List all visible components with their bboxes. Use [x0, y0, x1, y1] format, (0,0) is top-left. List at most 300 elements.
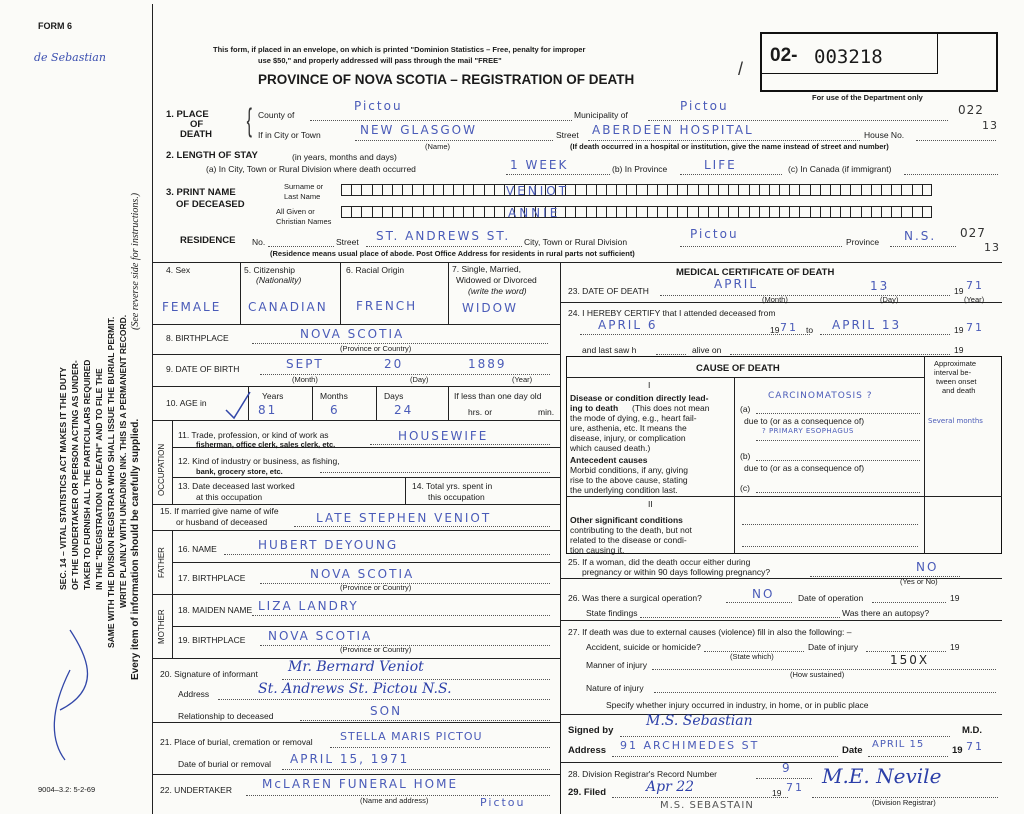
interval-label-3: tween onset: [936, 377, 977, 386]
stay-sub: (in years, months and days): [292, 152, 397, 162]
letter-box: [850, 206, 860, 218]
letter-box: [749, 206, 759, 218]
cause-a-value: CARCINOMATOSIS ?: [768, 391, 873, 401]
form-id: FORM 6: [38, 21, 73, 31]
antecedent-label-3: rise to the above cause, stating: [570, 475, 688, 485]
filed-value: Apr 22: [646, 779, 695, 795]
letter-box: [759, 184, 769, 196]
md-label: M.D.: [962, 725, 983, 736]
op-date-label: Date of operation: [798, 593, 864, 603]
age-days: 24: [394, 403, 414, 417]
letter-box: [372, 206, 382, 218]
dob-month: SEPT: [286, 357, 324, 371]
check-mark: /: [738, 59, 744, 79]
letter-box: [759, 206, 769, 218]
burial-label: 21. Place of burial, cremation or removal: [160, 737, 313, 747]
side-text-6: WRITE PLAINLY WITH UNFADING INK. THIS IS A PERMANENT RECORD.: [118, 314, 128, 608]
letter-box: [463, 184, 473, 196]
occ-11-label-b: fisherman, office clerk, sales clerk, etc.: [196, 440, 336, 449]
letter-box: [789, 184, 799, 196]
letter-box: [820, 206, 830, 218]
municipality-value: Pictou: [680, 99, 729, 113]
mother-bp-label: 19. BIRTHPLACE: [178, 635, 246, 645]
occ-11-label-a: 11. Trade, profession, or kind of work as: [178, 430, 329, 440]
street-value: ABERDEEN HOSPITAL: [592, 123, 754, 137]
occupation-side-label: OCCUPATION: [157, 443, 166, 496]
letter-box: [667, 184, 677, 196]
letter-box: [922, 184, 932, 196]
letter-box: [616, 184, 626, 196]
direct-label-4: ure, asthenia, etc. It means the: [570, 423, 687, 433]
op-year-prefix: 19: [950, 593, 960, 603]
letter-box: [412, 184, 422, 196]
letter-box: [341, 184, 351, 196]
city-name-label: (Name): [425, 142, 451, 151]
letter-box: [484, 184, 494, 196]
letter-box: [626, 184, 636, 196]
marital-label-2: Widowed or Divorced: [456, 275, 537, 285]
residence-province-label: Province: [846, 237, 880, 247]
residence-province-value: N.S.: [904, 229, 937, 243]
birthplace-value: NOVA SCOTIA: [300, 327, 405, 341]
residence-label: RESIDENCE: [180, 235, 236, 246]
spouse-label-1: 15. If married give name of wife: [160, 506, 279, 516]
citizenship-label: 5. Citizenship: [244, 265, 296, 275]
cert-year: 71: [966, 740, 984, 753]
letter-box: [820, 184, 830, 196]
surname-label-2: Last Name: [284, 192, 321, 201]
pregnancy-sub: (Yes or No): [900, 577, 938, 586]
external-label: 27. If death was due to external causes (violence) fill in also the following: –: [568, 627, 852, 637]
place-label-1: 1. PLACE: [166, 109, 209, 120]
father-bp-sub: (Province or Country): [340, 583, 412, 592]
cert-date-label: Date: [842, 745, 863, 756]
letter-box: [494, 184, 504, 196]
letter-box: [606, 184, 616, 196]
father-name-label: 16. NAME: [178, 544, 217, 554]
residence-division-label: City, Town or Rural Division: [524, 237, 628, 247]
cause-due-a-value: ? PRIMARY ESOPHAGUS: [762, 427, 854, 435]
letter-box: [738, 206, 748, 218]
direct-label-5: disease, injury, or complication: [570, 433, 686, 443]
letter-box: [636, 184, 646, 196]
letter-box: [789, 206, 799, 218]
attend-from-year-prefix: 19: [770, 325, 780, 335]
letter-box: [484, 206, 494, 218]
letter-box: [850, 184, 860, 196]
pregnancy-label-1: 25. If a woman, did the death occur either during: [568, 557, 751, 567]
attend-to-label: to: [806, 325, 814, 335]
registration-number: 003218: [814, 46, 883, 68]
antecedent-label-4: the underlying condition last.: [570, 485, 678, 495]
direct-label-2b: (This does not mean: [632, 403, 710, 413]
surname-boxes: [341, 184, 932, 196]
letter-box: [575, 206, 585, 218]
occ-12-label-b: bank, grocery store, etc.: [196, 467, 283, 476]
citizenship-sub: (Nationality): [256, 275, 302, 285]
registrar-label: (Division Registrar): [872, 798, 936, 807]
dod-month-label: (Month): [762, 295, 788, 304]
letter-box: [881, 206, 891, 218]
letter-box: [361, 206, 371, 218]
instruction-line-1: This form, if placed in an envelope, on which is printed "Dominion Statistics – Free, penalty for improper: [213, 45, 586, 54]
letter-box: [891, 206, 901, 218]
dod-day-label: (Day): [880, 295, 899, 304]
marital-value: WIDOW: [462, 301, 518, 315]
side-text-8: (See reverse side for instructions.): [130, 192, 141, 330]
sex-label: 4. Sex: [166, 265, 191, 275]
father-side-label: FATHER: [157, 547, 166, 578]
letter-box: [586, 206, 596, 218]
address-value: 91 ARCHIMEDES ST: [620, 739, 760, 752]
letter-box: [861, 184, 871, 196]
mother-name-label: 18. MAIDEN NAME: [178, 605, 253, 615]
age-check-mark: [224, 390, 254, 420]
informant-addr-label: Address: [178, 689, 210, 699]
undertaker-label: 22. UNDERTAKER: [160, 785, 232, 795]
injury-year-prefix: 19: [950, 642, 960, 652]
autopsy-label: Was there an autopsy?: [842, 608, 930, 618]
county-label: County of: [258, 110, 295, 120]
letter-box: [728, 206, 738, 218]
surgery-label: 26. Was there a surgical operation?: [568, 593, 702, 603]
dod-month: APRIL: [714, 277, 759, 291]
dob-year: 1889: [468, 357, 507, 371]
brace-1: {: [246, 102, 253, 138]
cause-a-label: (a): [740, 404, 751, 414]
signed-value: M.S. Sebastian: [646, 713, 753, 729]
surname-value: VENIOT: [506, 184, 570, 198]
pen-scribble: [30, 620, 110, 770]
letter-box: [423, 184, 433, 196]
letter-box: [718, 206, 728, 218]
mother-bp-sub: (Province or Country): [340, 645, 412, 654]
age-years: 81: [258, 403, 278, 417]
letter-box: [840, 184, 850, 196]
mother-side-label: MOTHER: [157, 609, 166, 644]
other-label-1: Other significant conditions: [570, 515, 683, 525]
age-years-label: Years: [262, 391, 284, 401]
letter-box: [596, 184, 606, 196]
dod-label: 23. DATE OF DEATH: [568, 286, 649, 296]
racial-value: FRENCH: [356, 299, 418, 313]
injury-date-label: Date of injury: [808, 642, 859, 652]
residence-division-value: Pictou: [690, 227, 739, 241]
letter-box: [708, 206, 718, 218]
letter-box: [799, 184, 809, 196]
registration-prefix: 02-: [770, 45, 798, 66]
letter-box: [575, 184, 585, 196]
letter-box: [443, 184, 453, 196]
stay-a-label: (a) In City, Town or Rural Division where death occurred: [206, 164, 416, 174]
interval-label-1: Approximate: [934, 359, 977, 368]
instruction-line-2: use $50," and properly addressed will pass through the mail "FREE": [258, 56, 502, 65]
letter-box: [647, 206, 657, 218]
letter-box: [433, 184, 443, 196]
dod-year: 71: [966, 279, 984, 292]
attend-to-year-prefix: 19: [954, 325, 964, 335]
mother-bp-value: NOVA SCOTIA: [268, 629, 373, 643]
letter-box: [830, 184, 840, 196]
interval-label-4: and death: [942, 386, 976, 395]
residence-street-label: Street: [336, 237, 359, 247]
letter-box: [402, 206, 412, 218]
code-2: 027: [960, 226, 986, 240]
letter-box: [473, 206, 483, 218]
letter-box: [901, 184, 911, 196]
side-text-1: SEC. 14 – VITAL STATISTICS ACT MAKES IT THE DUTY: [58, 367, 68, 590]
letter-box: [423, 206, 433, 218]
record-number-label: 28. Division Registrar's Record Number: [568, 769, 718, 779]
hospital-note: (If death occurred in a hospital or institution, give the name instead of street and number): [570, 142, 889, 151]
letter-box: [698, 184, 708, 196]
letter-box: [891, 184, 901, 196]
code-1b: 13: [982, 119, 998, 132]
footer-code: 9004–3.2: 5-2-69: [38, 785, 96, 794]
letter-box: [351, 206, 361, 218]
letter-box: [412, 206, 422, 218]
filed-label: 29. Filed: [568, 787, 607, 798]
given-label-1: All Given or: [276, 207, 315, 216]
cause-due-label-2: due to (or as a consequence of): [744, 463, 865, 473]
letter-box: [779, 206, 789, 218]
code-1: 022: [958, 103, 984, 117]
age-lt-label: If less than one day old: [454, 391, 542, 401]
cod-title: CAUSE OF DEATH: [696, 363, 780, 374]
letter-box: [392, 184, 402, 196]
informant-rel-label: Relationship to deceased: [178, 711, 274, 721]
surname-label-1: Surname or: [284, 182, 324, 191]
cause-c-label: (c): [740, 483, 750, 493]
letter-box: [881, 184, 891, 196]
residence-street-value: ST. ANDREWS ST.: [376, 229, 511, 243]
letter-box: [901, 206, 911, 218]
letter-box: [626, 206, 636, 218]
letter-box: [606, 206, 616, 218]
burial-date-label: Date of burial or removal: [178, 759, 272, 769]
occ-13-label-a: 13. Date deceased last worked: [178, 481, 295, 491]
cert-date-value: APRIL 15: [872, 739, 925, 750]
informant-addr-value: St. Andrews St. Pictou N.S.: [258, 681, 452, 697]
signed-label: Signed by: [568, 725, 614, 736]
how-sustained-label: (How sustained): [790, 670, 845, 679]
letter-box: [810, 206, 820, 218]
age-hrs-label: hrs. or: [468, 407, 493, 417]
letter-box: [392, 206, 402, 218]
letter-box: [453, 206, 463, 218]
birthplace-sub: (Province or Country): [340, 344, 412, 353]
dod-year-label: (Year): [964, 295, 985, 304]
antecedent-label-2: Morbid conditions, if any, giving: [570, 465, 688, 475]
letter-box: [677, 184, 687, 196]
father-bp-label: 17. BIRTHPLACE: [178, 573, 246, 583]
letter-box: [361, 184, 371, 196]
cause-b-label: (b): [740, 451, 751, 461]
letter-box: [667, 206, 677, 218]
letter-box: [698, 206, 708, 218]
letter-box: [922, 206, 932, 218]
street-label: Street: [556, 130, 579, 140]
direct-label-6: which caused death.): [570, 443, 651, 453]
residence-note: (Residence means usual place of abode. Post Office Address for residents in rural parts not sufficient): [270, 249, 635, 258]
occ-14-label-a: 14. Total yrs. spent in: [412, 481, 493, 491]
surgery-value: NO: [752, 587, 775, 601]
city-value: NEW GLASGOW: [360, 123, 477, 137]
letter-box: [861, 206, 871, 218]
attend-to-year: 71: [966, 321, 984, 334]
letter-box: [443, 206, 453, 218]
spouse-label-2: or husband of deceased: [176, 517, 268, 527]
letter-box: [372, 184, 382, 196]
side-text-3: TAKER TO FURNISH ALL THE PARTICULARS REQUIRED: [82, 359, 92, 590]
dob-month-label: (Month): [292, 375, 318, 384]
letter-box: [799, 206, 809, 218]
manner-label: Manner of injury: [586, 660, 647, 670]
other-label-2: contributing to the death, but not: [570, 525, 692, 535]
county-value: Pictou: [354, 99, 403, 113]
place-label-3: DEATH: [180, 129, 213, 140]
occ-11-value: HOUSEWIFE: [398, 429, 489, 443]
interval-a-value: Several months: [928, 417, 983, 425]
margin-note: de Sebastian: [34, 51, 106, 64]
state-which-label: (State which): [730, 652, 774, 661]
occ-14-label-b: this occupation: [428, 492, 485, 502]
spouse-value: LATE STEPHEN VENIOT: [316, 511, 492, 525]
nature-label: Nature of injury: [586, 683, 644, 693]
antecedent-label-1: Antecedent causes: [570, 455, 648, 465]
direct-label-1: Disease or condition directly lead-: [570, 393, 709, 403]
letter-box: [830, 206, 840, 218]
letter-box: [596, 206, 606, 218]
occ-13-label-b: at this occupation: [196, 492, 263, 502]
cert-year-prefix: 19: [952, 745, 963, 756]
letter-box: [433, 206, 443, 218]
last-saw-label-1: and last saw h: [582, 345, 637, 355]
name-label-1: 3. PRINT NAME: [166, 187, 236, 198]
sex-value: FEMALE: [162, 300, 222, 314]
stay-a-value: 1 WEEK: [510, 158, 569, 172]
given-label-2: Christian Names: [276, 217, 332, 226]
dod-day: 13: [870, 279, 890, 293]
letter-box: [382, 184, 392, 196]
address-label: Address: [568, 745, 607, 756]
last-saw-year-prefix: 19: [954, 345, 964, 355]
last-saw-label-2: alive on: [692, 345, 722, 355]
father-name-value: HUBERT DEYOUNG: [258, 538, 399, 552]
given-boxes: [341, 206, 932, 218]
letter-box: [687, 184, 697, 196]
undertaker-value: McLAREN FUNERAL HOME: [262, 777, 459, 791]
letter-box: [565, 206, 575, 218]
filed-year: 71: [786, 781, 804, 794]
mother-name-value: LIZA LANDRY: [258, 599, 359, 613]
attend-to: APRIL 13: [832, 318, 902, 332]
burial-date: APRIL 15, 1971: [290, 752, 410, 766]
letter-box: [810, 184, 820, 196]
house-label: House No.: [864, 130, 905, 140]
letter-box: [636, 206, 646, 218]
letter-box: [718, 184, 728, 196]
letter-box: [912, 206, 922, 218]
letter-box: [351, 184, 361, 196]
stay-c-label: (c) In Canada (if immigrant): [788, 164, 892, 174]
age-min-label: min.: [538, 407, 555, 417]
interval-label-2: interval be-: [934, 368, 972, 377]
undertaker-town: Pictou: [480, 796, 526, 809]
age-label: 10. AGE in: [166, 398, 207, 408]
dob-label: 9. DATE OF BIRTH: [166, 364, 240, 374]
attend-from-year: 71: [780, 321, 798, 334]
registration-number-box: [760, 32, 998, 92]
age-months-label: Months: [320, 391, 348, 401]
burial-place: STELLA MARIS PICTOU: [340, 730, 483, 743]
name-label-2: OF DECEASED: [176, 199, 245, 210]
stay-b-label: (b) In Province: [612, 164, 668, 174]
findings-label: State findings: [586, 608, 638, 618]
father-bp-value: NOVA SCOTIA: [310, 567, 415, 581]
letter-box: [769, 184, 779, 196]
registrar-signature: M.E. Nevile: [822, 764, 942, 788]
record-number-value: 9: [782, 761, 792, 775]
letter-box: [871, 184, 881, 196]
dept-use-label: For use of the Department only: [812, 93, 923, 102]
pregnancy-value: NO: [916, 560, 939, 574]
occ-12-label-a: 12. Kind of industry or business, as fishing,: [178, 456, 340, 466]
residence-no-label: No.: [252, 237, 266, 247]
letter-box: [687, 206, 697, 218]
letter-box: [586, 184, 596, 196]
letter-box: [840, 206, 850, 218]
letter-box: [769, 206, 779, 218]
dob-day-label: (Day): [410, 375, 429, 384]
side-text-7: Every item of information should be carefully supplied.: [130, 418, 141, 680]
letter-box: [657, 184, 667, 196]
letter-box: [657, 206, 667, 218]
letter-box: [749, 184, 759, 196]
letter-box: [616, 206, 626, 218]
accident-label: Accident, suicide or homicide?: [586, 642, 701, 652]
letter-box: [341, 206, 351, 218]
attend-from: APRIL 6: [598, 318, 658, 332]
letter-box: [463, 206, 473, 218]
letter-box: [453, 184, 463, 196]
letter-box: [871, 206, 881, 218]
marital-label-3: (write the word): [468, 286, 527, 296]
place-label-2: OF: [190, 119, 204, 130]
letter-box: [382, 206, 392, 218]
age-days-label: Days: [384, 391, 404, 401]
letter-box: [738, 184, 748, 196]
racial-label: 6. Racial Origin: [346, 265, 405, 275]
form-title: PROVINCE OF NOVA SCOTIA – REGISTRATION OF DEATH: [258, 72, 635, 87]
age-months: 6: [330, 403, 340, 417]
undertaker-sub: (Name and address): [360, 796, 429, 805]
cause-due-label-1: due to (or as a consequence of): [744, 416, 865, 426]
side-text-5: SAME WITH THE DIVISION REGISTRAR WHO SHALL ISSUE THE BURIAL PERMIT.: [106, 316, 116, 648]
letter-box: [728, 184, 738, 196]
municipality-label: Municipality of: [574, 110, 628, 120]
informant-rel-value: SON: [370, 704, 403, 718]
citizenship-value: CANADIAN: [248, 300, 328, 314]
attend-label: 24. I HEREBY CERTIFY that I attended deceased from: [568, 308, 776, 318]
stay-label: 2. LENGTH OF STAY: [166, 150, 258, 161]
stay-b-value: LIFE: [704, 158, 737, 172]
roman-1: I: [648, 380, 651, 390]
printed-name: M.S. SEBASTAIN: [660, 800, 754, 811]
other-label-3: related to the disease or condi-: [570, 535, 687, 545]
dod-year-prefix: 19: [954, 286, 964, 296]
manner-value: 150X: [890, 653, 930, 667]
